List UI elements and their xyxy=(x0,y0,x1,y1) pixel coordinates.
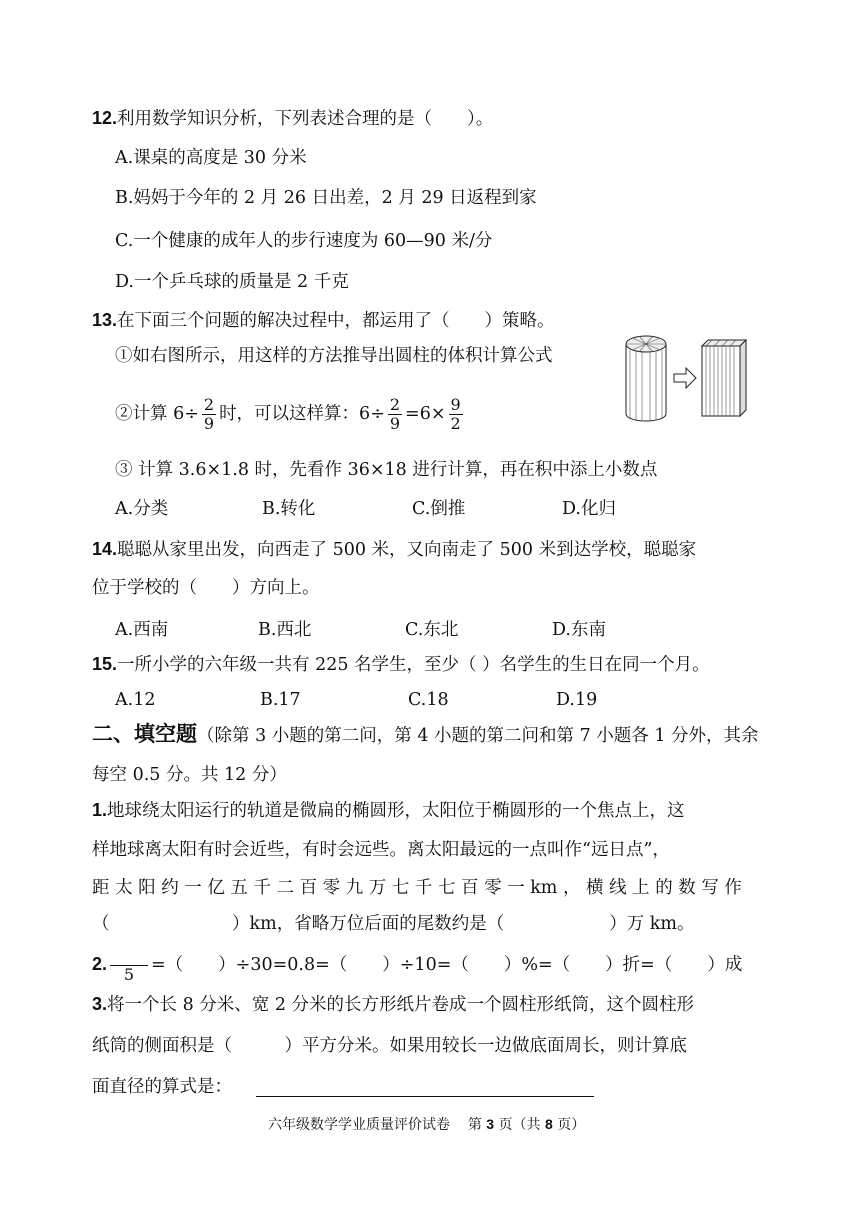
item2-text-b: 时，可以这样算：6÷ xyxy=(219,404,385,424)
fraction-2-9 xyxy=(202,396,216,433)
question-text: 地球绕太阳运行的轨道是微扁的椭圆形，太阳位于椭圆形的一个焦点上，这 xyxy=(107,801,685,821)
denominator: 2 xyxy=(450,414,461,433)
question-number: 2. xyxy=(92,954,108,974)
fill-1-line-2: 样地球离太阳有时会近些，有时会远些。离太阳最远的一点叫作“远日点”， xyxy=(92,840,670,860)
q12-option-a: A.课桌的高度是 30 分米 xyxy=(115,148,307,168)
q14-option-d: D.东南 xyxy=(552,620,606,640)
fill-1-line-4: （ ）km，省略万位后面的尾数约是（ ）万 km。 xyxy=(92,914,695,934)
q12-option-d: D.一个乒乓球的质量是 2 千克 xyxy=(115,272,349,292)
footer-page-suffix: 页） xyxy=(557,1117,586,1133)
numerator-blank xyxy=(110,947,148,966)
item2-text-a: ②计算 6÷ xyxy=(115,404,199,424)
fill-3-line-1 xyxy=(92,992,694,1017)
q12-option-c: C.一个健康的成年人的步行速度为 60—90 米/分 xyxy=(115,231,493,251)
q14-line-2: 位于学校的（ ）方向上。 xyxy=(92,578,320,598)
q14-option-b: B.西北 xyxy=(258,620,312,640)
answer-underline xyxy=(256,1096,594,1097)
question-text: 聪聪从家里出发，向西走了 500 米，又向南走了 500 米到达学校，聪聪家 xyxy=(117,540,697,560)
q13-item-2 xyxy=(115,394,466,434)
approximate-cuboid-icon xyxy=(702,340,746,416)
q15-option-a: A.12 xyxy=(115,690,156,710)
question-number: 14. xyxy=(92,539,118,559)
q13-item-3: ③ 计算 3.6×1.8 时，先看作 36×18 进行计算，再在积中添上小数点 xyxy=(115,460,658,480)
fill-3-line-2: 纸筒的侧面积是（ ）平方分米。如果用较长一边做底面周长，则计算底 xyxy=(92,1036,687,1056)
q12-option-b: B.妈妈于今年的 2 月 26 日出差，2 月 29 日返程到家 xyxy=(115,188,537,208)
question-text: 一所小学的六年级一共有 225 名学生，至少（ ）名学生的生日在同一个月。 xyxy=(117,655,710,675)
footer-page-mid: 页（共 xyxy=(498,1117,541,1133)
fill-1-line-1 xyxy=(92,798,685,823)
q14-option-a: A.西南 xyxy=(115,620,169,640)
q13-option-c: C.倒推 xyxy=(412,499,466,519)
question-text: 利用数学知识分析，下列表述合理的是（ ）。 xyxy=(117,109,494,129)
q13-option-b: B.转化 xyxy=(262,499,316,519)
question-15-stem xyxy=(92,652,710,677)
fraction-2-9-b xyxy=(388,396,402,433)
cylinder-slicing-figure xyxy=(620,330,750,430)
numerator: 9 xyxy=(450,395,461,414)
footer-page-number: 3 xyxy=(486,1116,495,1132)
question-number: 12. xyxy=(92,108,118,128)
fill-1-line-3: 距 太 阳 约 一 亿 五 千 二 百 零 九 万 七 千 七 百 零 一 km ， 横 线 上 的 数 写 作 xyxy=(92,878,742,898)
item2-text-c: =6× xyxy=(405,404,446,424)
question-12-stem xyxy=(92,106,493,131)
numerator: 2 xyxy=(203,395,215,414)
question-text: 将一个长 8 分米、宽 2 分米的长方形纸片卷成一个圆柱形纸筒，这个圆柱形 xyxy=(107,995,695,1015)
question-14-stem xyxy=(92,537,696,562)
denominator: 9 xyxy=(389,414,401,433)
question-number: 13. xyxy=(92,310,118,330)
arrow-right-icon xyxy=(674,368,696,388)
numerator: 2 xyxy=(389,395,401,414)
q13-option-d: D.化归 xyxy=(562,499,616,519)
page-footer xyxy=(268,1114,585,1134)
denominator: 5 xyxy=(123,965,135,984)
fill-2 xyxy=(92,944,742,985)
blank-fraction xyxy=(110,947,148,984)
q13-option-a: A.分类 xyxy=(115,499,169,519)
section-title: 二、填空题 xyxy=(92,721,197,746)
q14-option-c: C.东北 xyxy=(405,620,459,640)
question-number: 1. xyxy=(92,800,108,820)
q15-option-d: D.19 xyxy=(556,690,598,710)
section-2-note-2: 每空 0.5 分。共 12 分） xyxy=(92,765,287,785)
fill-3-line-3: 面直径的算式是： xyxy=(92,1077,232,1097)
question-text: 在下面三个问题的解决过程中，都运用了（ ）策略。 xyxy=(117,311,555,331)
question-number: 15. xyxy=(92,654,118,674)
footer-title: 六年级数学学业质量评价试卷 xyxy=(268,1117,450,1133)
q15-option-c: C.18 xyxy=(408,690,449,710)
fraction-9-2 xyxy=(449,396,463,433)
section-2-header xyxy=(92,722,759,748)
sliced-cylinder-icon xyxy=(626,336,666,421)
denominator: 9 xyxy=(203,414,215,433)
q13-item-1: ①如右图所示，用这样的方法推导出圆柱的体积计算公式 xyxy=(115,346,553,366)
question-text: =（ ）÷30=0.8=（ ）÷10=（ ）%=（ ）折=（ ）成 xyxy=(151,955,743,975)
section-note: （除第 3 小题的第二问，第 4 小题的第二问和第 7 小题各 1 分外，其余 xyxy=(197,726,759,746)
question-13-stem xyxy=(92,308,555,333)
q15-option-b: B.17 xyxy=(260,690,301,710)
question-number: 3. xyxy=(92,994,108,1014)
footer-page-prefix: 第 xyxy=(467,1117,482,1133)
footer-total-pages: 8 xyxy=(544,1116,553,1132)
